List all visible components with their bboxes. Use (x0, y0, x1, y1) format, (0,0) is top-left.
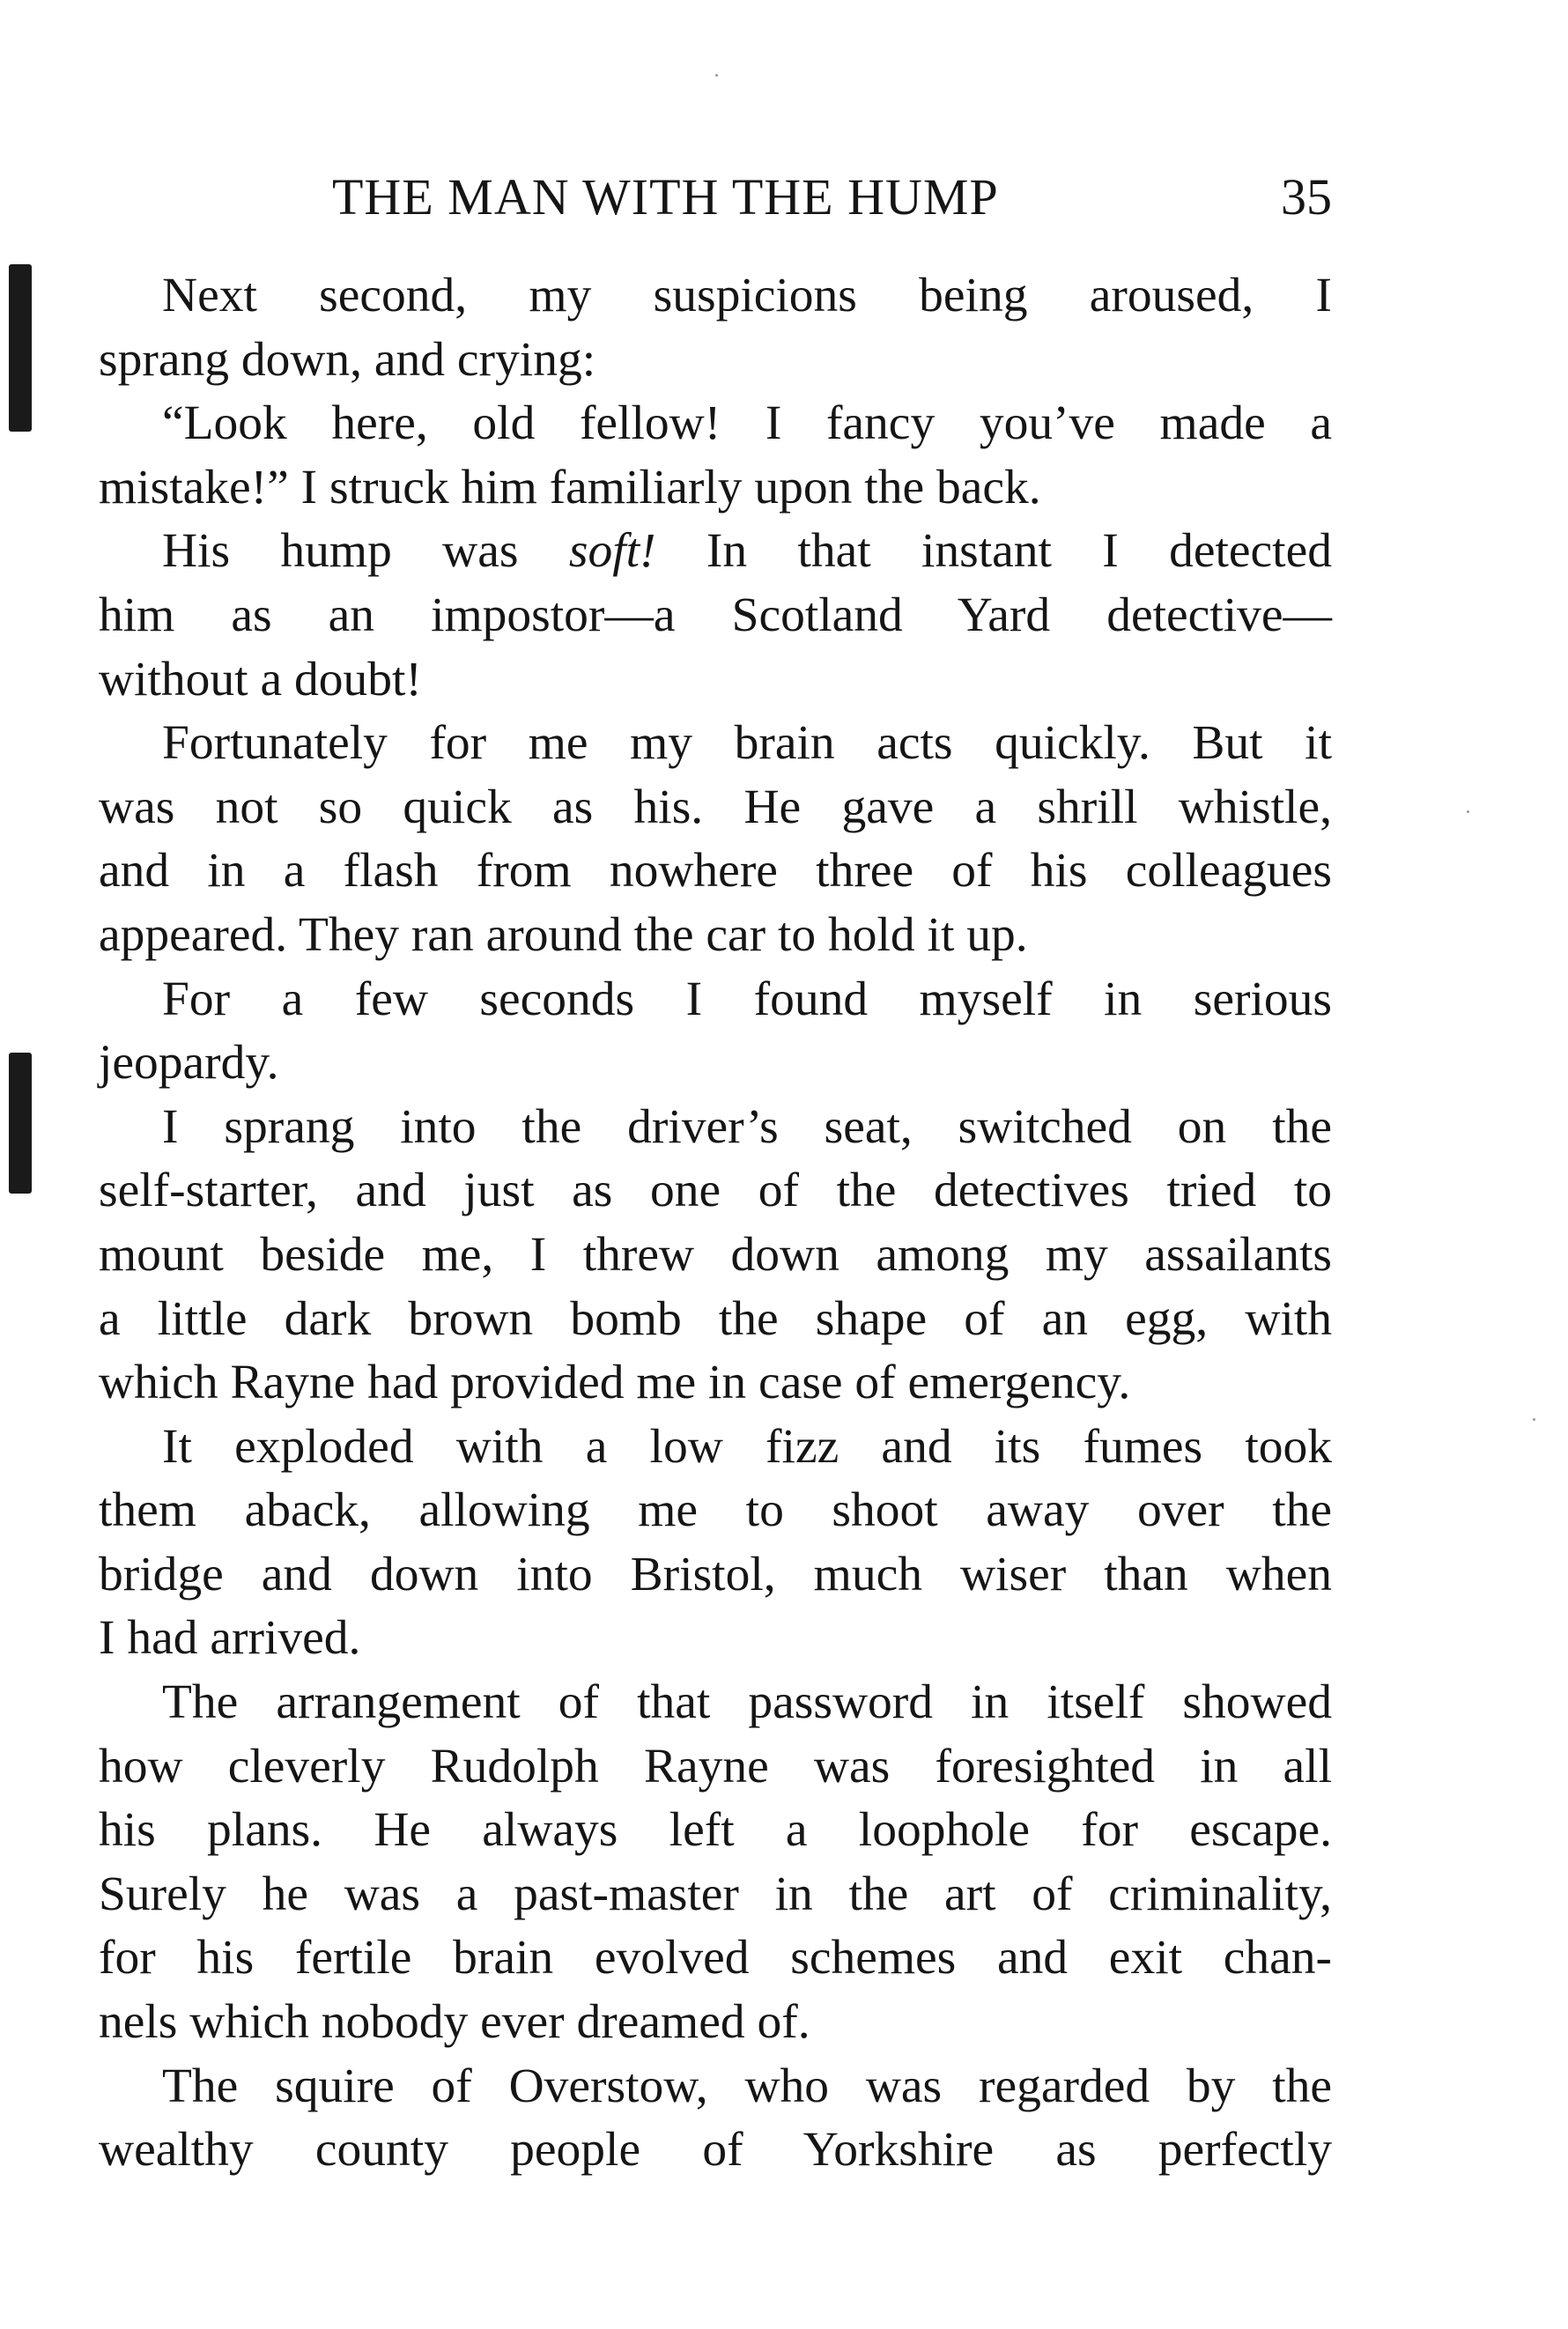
text-line: self-starter, and just as one of the detectives tried to (99, 1164, 1332, 1218)
margin-ink-mark-lower (9, 1053, 32, 1194)
text-line: Fortunately for me my brain acts quickly. But it (162, 716, 1332, 771)
margin-ink-mark-upper (9, 264, 32, 432)
text-line: mistake!” I struck him familiarly upon the back. (99, 460, 1041, 514)
text-line: I had arrived. (99, 1611, 361, 1666)
text-line: wealthy county people of Yorkshire as perfectly (99, 2123, 1332, 2177)
text-line: and in a flash from nowhere three of his colleagues (99, 844, 1332, 898)
emphasis: soft! (568, 524, 656, 579)
paper-speck (715, 74, 718, 77)
text-line: His hump was soft! In that instant I detected (162, 524, 1332, 579)
text-line: sprang down, and crying: (99, 332, 596, 387)
text-line: how cleverly Rudolph Rayne was foresighted in all (99, 1739, 1332, 1793)
text-line: jeopardy. (99, 1036, 279, 1091)
running-title: THE MAN WITH THE HUMP (332, 168, 999, 226)
body-text (99, 264, 1332, 2183)
text-line: him as an impostor—a Scotland Yard detective— (99, 588, 1332, 642)
text-line: his plans. He always left a loophole for escape. (99, 1803, 1332, 1858)
text-line: for his fertile brain evolved schemes and exit chan- (99, 1931, 1332, 1985)
text-line: bridge and down into Bristol, much wiser than when (99, 1547, 1332, 1601)
page-number: 35 (1281, 168, 1332, 226)
text-line: them aback, allowing me to shoot away over the (99, 1483, 1332, 1538)
text-line: Next second, my suspicions being aroused, I (162, 269, 1332, 322)
text-line: The arrangement of that password in itself showed (162, 1675, 1332, 1730)
text-line: without a doubt! (99, 652, 422, 706)
paper-speck (1467, 810, 1469, 813)
text-line: I sprang into the driver’s seat, switched on the (162, 1099, 1332, 1154)
text-line: was not so quick as his. He gave a shrill whistle, (99, 780, 1332, 834)
text-line: Surely he was a past-master in the art of criminality, (99, 1867, 1332, 1921)
text-line: “Look here, old fellow! I fancy you’ve made a (162, 396, 1332, 451)
text-line: a little dark brown bomb the shape of an egg, with (99, 1291, 1332, 1346)
text-line: appeared. They ran around the car to hold it up. (99, 907, 1028, 962)
paper-speck (1533, 1418, 1535, 1421)
text-line: mount beside me, I threw down among my assailants (99, 1227, 1332, 1282)
text-line: It exploded with a low fizz and its fumes took (162, 1419, 1332, 1474)
text-line: which Rayne had provided me in case of emergency. (99, 1356, 1131, 1410)
text-line: The squire of Overstow, who was regarded by the (162, 2059, 1332, 2113)
text-line: For a few seconds I found myself in serious (162, 972, 1332, 1026)
running-header (99, 167, 1332, 229)
text-line: nels which nobody ever dreamed of. (99, 1995, 810, 2050)
